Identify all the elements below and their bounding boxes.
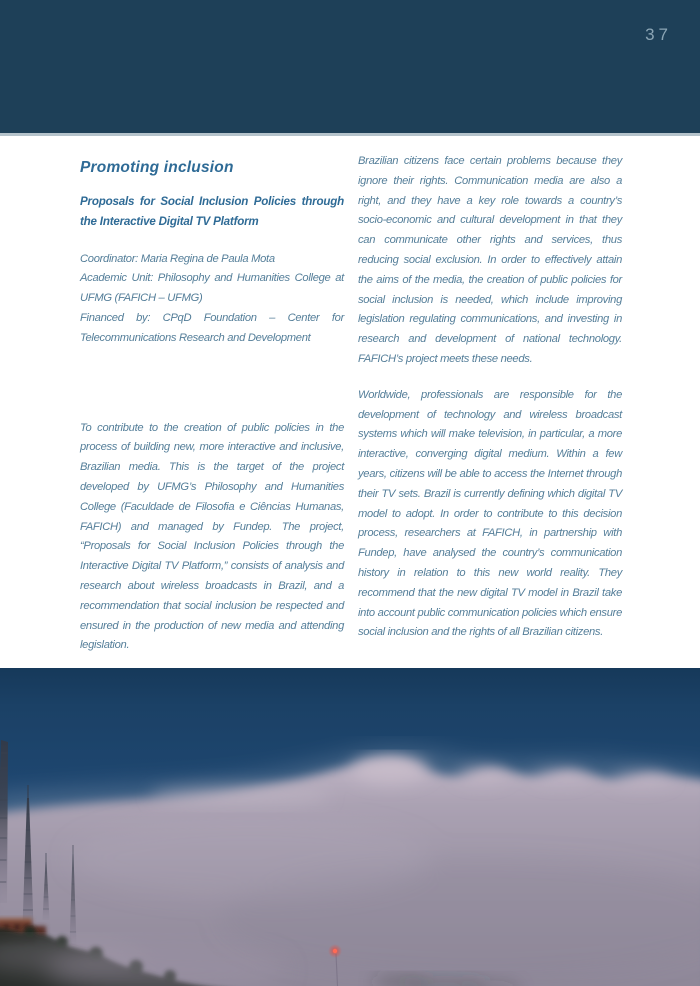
right-paragraph-1: Brazilian citizens face certain problems because they ignore their rights. Communication media are also a right, and they have a key role towards a country’s socio-economic and cultural development in that they can communicate other rights and services, thus reducing social exclusion. In order to effectively attain the aims of the media, the creation of public policies for social inclusion is needed, which include improving legislation regulating communications, and investing in research and development of national technology. FAFICH’s project meets these needs. [358,155,622,365]
photo-fog-antennas [0,668,700,986]
article-subtitle: Proposals for Social Inclusion Policies through the Interactive Digital TV Platform [80,195,344,228]
meta-academic-unit: Academic Unit: Philosophy and Humanities College at UFMG (FAFICH – UFMG) [80,272,344,305]
article-meta [80,250,344,349]
meta-coordinator: Coordinator: Maria Regina de Paula Mota [80,252,275,265]
header-band [0,0,700,136]
left-paragraph: To contribute to the creation of public policies in the process of building new, more interactive and inclusive, Brazilian media. This is the target of the project developed by UFMG’s Philosophy and Humanities College (Faculdade de Filosofia e Ciências Humanas, FAFICH) and managed by Fundep. The project, “Proposals for Social Inclusion Policies through the Interactive Digital TV Platform,” consists of analysis and research about wireless broadcasts in Brazil, and a recommendation that social inclusion be respected and ensured in the production of new media and attending legislation. [80,421,344,652]
right-column [358,152,622,643]
page-number: 37 [645,25,672,44]
article-title: Promoting inclusion [80,159,234,176]
left-column [80,158,344,656]
right-paragraph-2: Worldwide, professionals are responsible for the development of technology and wireless broadcast systems which will make television, in particular, a more interactive, converging digital medium. Within a few years, citizens will be able to access the Internet through their TV sets. Brazil is currently defining which digital TV model to adopt. In order to contribute to this decision process, researchers at FAFICH, in partnership with Fundep, have analysed the country’s communication history in relation to this new world reality. They recommend that the new digital TV model in Brazil take into account public communication policies which ensure social inclusion and the rights of all Brazilian citizens. [358,388,622,639]
meta-financed-by: Financed by: CPqD Foundation – Center for Telecommunications Research and Development [80,311,344,344]
